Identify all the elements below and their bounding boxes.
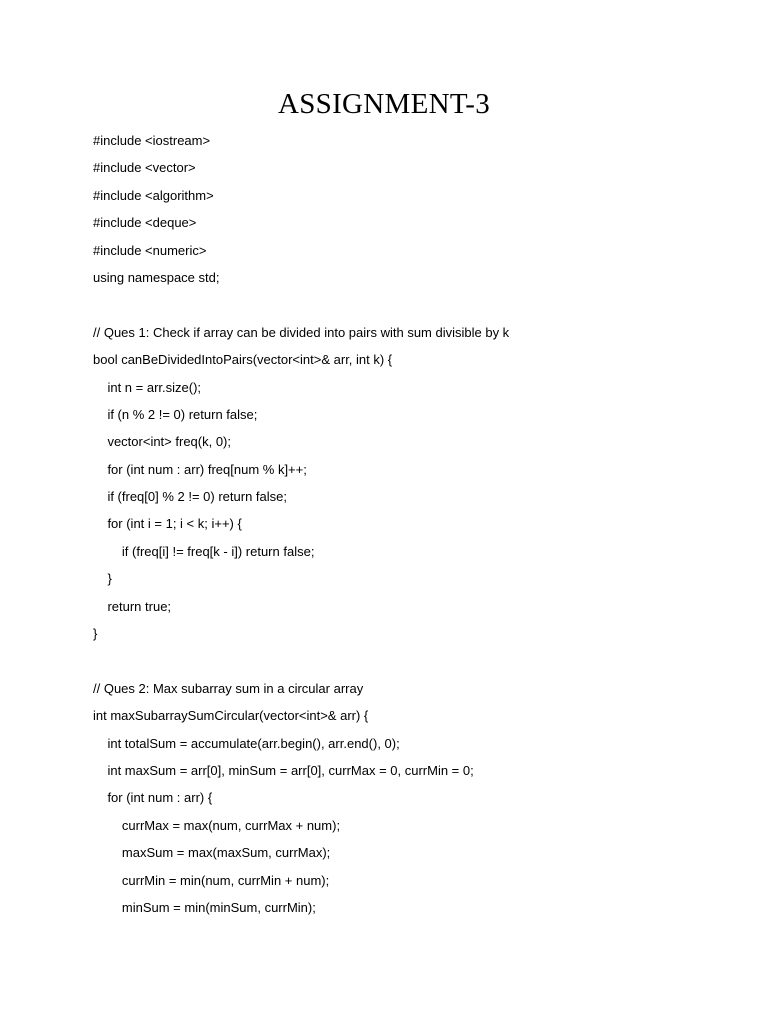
code-line: int n = arr.size(); bbox=[93, 379, 202, 395]
code-line: currMax = max(num, currMax + num); bbox=[93, 817, 341, 833]
code-line: using namespace std; bbox=[93, 269, 220, 285]
code-line: for (int i = 1; i < k; i++) { bbox=[93, 516, 242, 532]
code-line: if (n % 2 != 0) return false; bbox=[93, 406, 258, 422]
code-line: return true; bbox=[93, 598, 172, 614]
code-line: bool canBeDividedIntoPairs(vector<int>& arr, int k) { bbox=[93, 352, 393, 368]
code-line: currMin = min(num, currMin + num); bbox=[93, 872, 330, 888]
blank-line bbox=[93, 647, 733, 674]
code-line: } bbox=[93, 626, 98, 642]
code-line: if (freq[i] != freq[k - i]) return false; bbox=[93, 543, 315, 559]
code-line: #include <algorithm> bbox=[93, 187, 214, 203]
code-line: // Ques 2: Max subarray sum in a circular array bbox=[93, 680, 364, 696]
code-line: #include <deque> bbox=[93, 215, 197, 231]
code-line: int totalSum = accumulate(arr.begin(), arr.end(), 0); bbox=[93, 735, 400, 751]
code-line: for (int num : arr) { bbox=[93, 790, 213, 806]
code-line: #include <numeric> bbox=[93, 242, 207, 258]
code-line: for (int num : arr) freq[num % k]++; bbox=[93, 461, 307, 477]
code-line: if (freq[0] % 2 != 0) return false; bbox=[93, 489, 287, 505]
document-title: ASSIGNMENT-3 bbox=[278, 88, 490, 120]
code-line: // Ques 1: Check if array can be divided into pairs with sum divisible by k bbox=[93, 324, 510, 340]
code-line: maxSum = max(maxSum, currMax); bbox=[93, 845, 331, 861]
code-line: #include <vector> bbox=[93, 160, 196, 176]
code-line: } bbox=[93, 571, 112, 587]
code-listing bbox=[93, 127, 733, 921]
code-line: int maxSubarraySumCircular(vector<int>& arr) { bbox=[93, 708, 369, 724]
code-line: int maxSum = arr[0], minSum = arr[0], currMax = 0, currMin = 0; bbox=[93, 762, 474, 778]
code-line: vector<int> freq(k, 0); bbox=[93, 434, 231, 450]
blank-line bbox=[93, 291, 733, 318]
code-line: #include <iostream> bbox=[93, 133, 211, 148]
code-line: minSum = min(minSum, currMin); bbox=[93, 899, 316, 915]
